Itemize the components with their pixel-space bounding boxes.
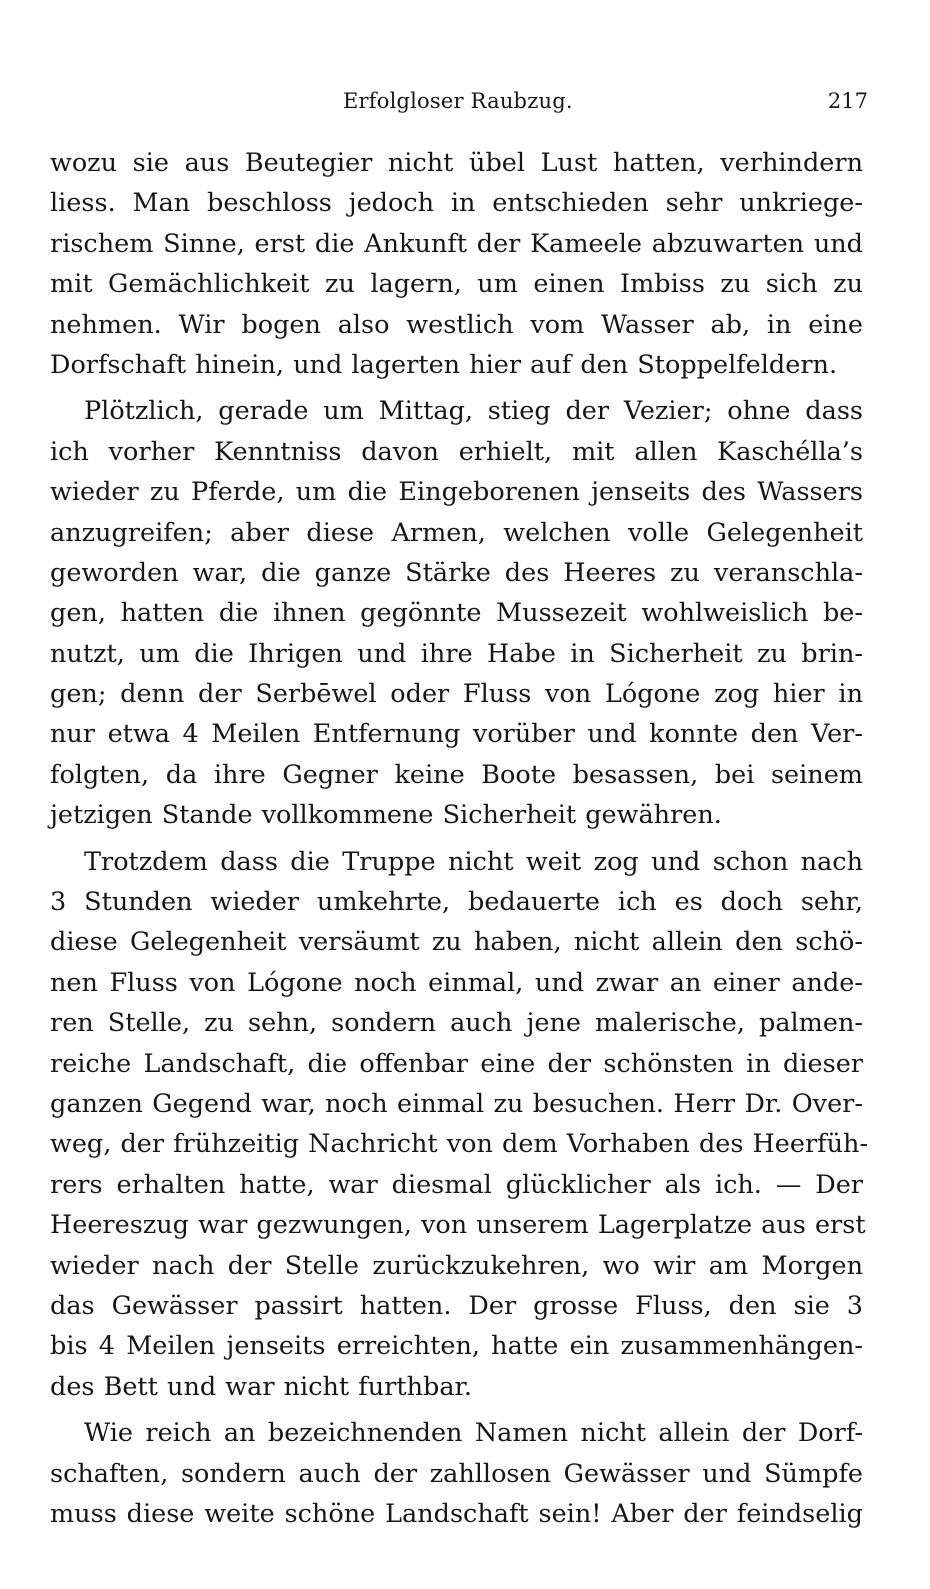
text-line: 3 Stunden wieder umkehrte, bedauerte ich es doch sehr,	[50, 887, 863, 918]
text-line: nur etwa 4 Meilen Entfernung vorüber und konnte den Ver-	[50, 719, 863, 750]
running-head	[50, 89, 868, 123]
text-line: Heereszug war gezwungen, von unserem Lagerplatze aus erst	[50, 1210, 866, 1241]
text-line: wozu sie aus Beutegier nicht übel Lust hatten, verhindern	[50, 148, 863, 178]
text-line: folgten, da ihre Gegner keine Boote besassen, bei seinem	[50, 759, 863, 790]
text-line: rers erhalten hatte, war diesmal glücklicher als ich. — Der	[50, 1169, 863, 1200]
text-line: jetzigen Stande vollkommene Sicherheit gewähren.	[50, 800, 722, 831]
page-number: 217	[827, 89, 868, 113]
text-line: des Bett und war nicht furthbar.	[50, 1371, 473, 1402]
text-line: bis 4 Meilen jenseits erreichten, hatte ein zusammenhängen-	[50, 1331, 863, 1362]
text-line: Trotzdem dass die Truppe nicht weit zog und schon nach	[84, 846, 863, 877]
text-line: Dorfschaft hinein, und lagerten hier auf den Stoppelfeldern.	[50, 349, 838, 380]
text-line: das Gewässer passirt hatten. Der grosse Fluss, den sie 3	[50, 1290, 863, 1321]
text-line: mit Gemächlichkeit zu lagern, um einen Imbiss zu sich zu	[50, 269, 863, 300]
text-line: diese Gelegenheit versäumt zu haben, nicht allein den schö-	[50, 927, 863, 958]
text-line: gen; denn der Serbēwel oder Fluss von Lógone zog hier in	[50, 679, 863, 710]
text-line: gen, hatten die ihnen gegönnte Mussezeit wohlweislich be-	[50, 598, 863, 629]
text-line: reiche Landschaft, die offenbar eine der schönsten in dieser	[50, 1048, 863, 1079]
text-line: anzugreifen; aber diese Armen, welchen volle Gelegenheit	[50, 517, 863, 548]
paragraph-4	[50, 1413, 863, 1534]
running-title: Erfolgloser Raubzug.	[343, 89, 573, 113]
paragraph-1	[50, 143, 863, 385]
text-line: liess. Man beschloss jedoch in entschieden sehr unkriege-	[50, 188, 863, 219]
text-line: ganzen Gegend war, noch einmal zu besuchen. Herr Dr. Over-	[50, 1088, 863, 1119]
text-line: wieder zu Pferde, um die Eingeborenen jenseits des Wassers	[50, 477, 863, 508]
text-line: rischem Sinne, erst die Ankunft der Kameele abzuwarten und	[50, 228, 863, 259]
text-line: geworden war, die ganze Stärke des Heeres zu veranschla-	[50, 557, 863, 588]
text-line: ich vorher Kenntniss davon erhielt, mit allen Kaschélla’s	[50, 436, 863, 467]
text-body	[50, 143, 869, 1534]
text-line: nen Fluss von Lógone noch einmal, und zwar an einer ande-	[50, 967, 863, 998]
text-line: Wie reich an bezeichnenden Namen nicht allein der Dorf-	[84, 1418, 863, 1449]
text-line: ren Stelle, zu sehn, sondern auch jene malerische, palmen-	[50, 1008, 863, 1039]
text-line: muss diese weite schöne Landschaft sein! Aber der feindselig	[50, 1498, 863, 1529]
paragraph-3	[50, 842, 869, 1407]
text-line: weg, der frühzeitig Nachricht von dem Vorhaben des Heerfüh-	[50, 1129, 869, 1160]
text-line: schaften, sondern auch der zahllosen Gewässer und Sümpfe	[50, 1458, 863, 1489]
text-line: Plötzlich, gerade um Mittag, stieg der Vezier; ohne dass	[84, 396, 863, 427]
text-line: wieder nach der Stelle zurückzukehren, wo wir am Morgen	[50, 1250, 863, 1281]
text-line: nutzt, um die Ihrigen und ihre Habe in Sicherheit zu brin-	[50, 638, 863, 669]
text-line: nehmen. Wir bogen also westlich vom Wasser ab, in eine	[50, 309, 863, 340]
paragraph-2	[50, 391, 863, 835]
